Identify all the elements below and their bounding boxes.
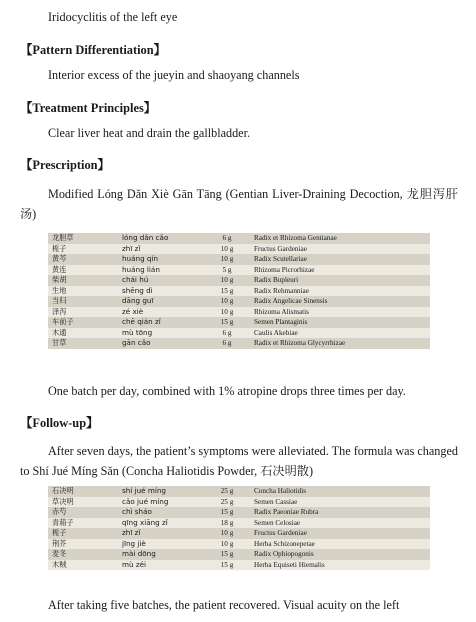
herb-latin-name: Radix Scutellariae bbox=[250, 254, 430, 265]
herb-latin-name: Fructus Gardeniae bbox=[250, 528, 430, 539]
dosage-note: One batch per day, combined with 1% atropine drops three times per day. bbox=[48, 384, 406, 398]
table-row bbox=[48, 486, 430, 497]
table-row bbox=[48, 338, 430, 349]
table-row bbox=[48, 296, 430, 307]
table-row bbox=[48, 560, 430, 571]
herb-pinyin: mài dōng bbox=[118, 549, 204, 560]
herb-dose: 6 g bbox=[204, 328, 250, 339]
herb-dose: 10 g bbox=[204, 296, 250, 307]
herb-pinyin: jīng jiè bbox=[118, 539, 204, 550]
herb-pinyin: chì sháo bbox=[118, 507, 204, 518]
herb-latin-name: Rhizoma Alismatis bbox=[250, 307, 430, 318]
herb-dose: 10 g bbox=[204, 539, 250, 550]
herb-pinyin: zhī zǐ bbox=[118, 528, 204, 539]
prescription-text: Modified Lóng Dǎn Xiè Gān Tāng (Gentian Liver-Draining Decoction, 龙胆泻肝汤) bbox=[20, 187, 458, 221]
closing-text: After taking five batches, the patient recovered. Visual acuity on the left bbox=[48, 598, 400, 612]
herb-pinyin: chē qián zǐ bbox=[118, 317, 204, 328]
herb-pinyin: chái hú bbox=[118, 275, 204, 286]
followup-heading: 【Follow-up】 bbox=[20, 416, 99, 430]
herb-chinese-name: 青葙子 bbox=[48, 518, 118, 529]
herb-chinese-name: 黄芩 bbox=[48, 254, 118, 265]
herb-dose: 15 g bbox=[204, 286, 250, 297]
herb-dose: 15 g bbox=[204, 317, 250, 328]
herb-dose: 6 g bbox=[204, 233, 250, 244]
herb-latin-name: Semen Cassiae bbox=[250, 497, 430, 508]
herb-chinese-name: 当归 bbox=[48, 296, 118, 307]
herb-pinyin: dāng guī bbox=[118, 296, 204, 307]
herb-chinese-name: 木通 bbox=[48, 328, 118, 339]
herb-dose: 10 g bbox=[204, 244, 250, 255]
table-row bbox=[48, 518, 430, 529]
herb-chinese-name: 荆芥 bbox=[48, 539, 118, 550]
herb-latin-name: Herba Schizonepetae bbox=[250, 539, 430, 550]
herb-pinyin: cǎo jué míng bbox=[118, 497, 204, 508]
herb-dose: 10 g bbox=[204, 307, 250, 318]
herb-pinyin: shēng dì bbox=[118, 286, 204, 297]
table-row bbox=[48, 265, 430, 276]
herb-dose: 25 g bbox=[204, 497, 250, 508]
herb-latin-name: Concha Haliotidis bbox=[250, 486, 430, 497]
herb-latin-name: Radix Paeoniae Rubra bbox=[250, 507, 430, 518]
diagnosis-text: Iridocyclitis of the left eye bbox=[48, 10, 178, 24]
herb-dose: 10 g bbox=[204, 254, 250, 265]
herb-latin-name: Semen Plantaginis bbox=[250, 317, 430, 328]
table-row bbox=[48, 528, 430, 539]
herb-latin-name: Caulis Akebiae bbox=[250, 328, 430, 339]
herb-dose: 5 g bbox=[204, 265, 250, 276]
prescription-heading: 【Prescription】 bbox=[20, 158, 110, 172]
herb-chinese-name: 柴胡 bbox=[48, 275, 118, 286]
table-row bbox=[48, 328, 430, 339]
herb-chinese-name: 黄连 bbox=[48, 265, 118, 276]
herb-pinyin: qīng xiāng zǐ bbox=[118, 518, 204, 529]
herb-latin-name: Radix Bupleuri bbox=[250, 275, 430, 286]
herb-pinyin: lóng dǎn cǎo bbox=[118, 233, 204, 244]
herb-chinese-name: 石决明 bbox=[48, 486, 118, 497]
herb-latin-name: Radix Angelicae Sinensis bbox=[250, 296, 430, 307]
herb-pinyin: mù zéi bbox=[118, 560, 204, 571]
herb-pinyin: mù tōng bbox=[118, 328, 204, 339]
herb-dose: 15 g bbox=[204, 560, 250, 571]
herb-pinyin: zhī zǐ bbox=[118, 244, 204, 255]
herb-dose: 10 g bbox=[204, 275, 250, 286]
herb-pinyin: huáng qín bbox=[118, 254, 204, 265]
table-row bbox=[48, 233, 430, 244]
herb-chinese-name: 木贼 bbox=[48, 560, 118, 571]
herb-dose: 10 g bbox=[204, 528, 250, 539]
treatment-text: Clear liver heat and drain the gallbladder. bbox=[48, 126, 251, 140]
herb-pinyin: shí jué míng bbox=[118, 486, 204, 497]
herb-latin-name: Fructus Gardeniae bbox=[250, 244, 430, 255]
table-row bbox=[48, 317, 430, 328]
table-row bbox=[48, 307, 430, 318]
table-row bbox=[48, 497, 430, 508]
prescription-table bbox=[48, 233, 430, 349]
followup-table bbox=[48, 486, 430, 570]
table-row bbox=[48, 254, 430, 265]
herb-latin-name: Radix Rehmanniae bbox=[250, 286, 430, 297]
herb-chinese-name: 泽泻 bbox=[48, 307, 118, 318]
treatment-heading: 【Treatment Principles】 bbox=[20, 101, 157, 115]
herb-chinese-name: 麦冬 bbox=[48, 549, 118, 560]
herb-chinese-name: 栀子 bbox=[48, 528, 118, 539]
table-row bbox=[48, 275, 430, 286]
herb-latin-name: Radix et Rhizoma Gentianae bbox=[250, 233, 430, 244]
herb-chinese-name: 甘草 bbox=[48, 338, 118, 349]
herb-chinese-name: 龙胆草 bbox=[48, 233, 118, 244]
herb-dose: 15 g bbox=[204, 549, 250, 560]
herb-latin-name: Semen Celosiae bbox=[250, 518, 430, 529]
herb-pinyin: huáng lián bbox=[118, 265, 204, 276]
pattern-heading: 【Pattern Differentiation】 bbox=[20, 43, 167, 57]
herb-latin-name: Rhizoma Picrorhizae bbox=[250, 265, 430, 276]
herb-pinyin: gān cǎo bbox=[118, 338, 204, 349]
herb-latin-name: Herba Equiseti Hiemalis bbox=[250, 560, 430, 571]
table-row bbox=[48, 507, 430, 518]
followup-text: After seven days, the patient’s symptoms were alleviated. The formula was changed to Shí Jué Míng Sǎn (Concha Haliotidis Powder, 石决明散) bbox=[20, 444, 458, 478]
herb-dose: 25 g bbox=[204, 486, 250, 497]
pattern-text: Interior excess of the jueyin and shaoyang channels bbox=[48, 68, 300, 82]
table-row bbox=[48, 286, 430, 297]
herb-chinese-name: 赤芍 bbox=[48, 507, 118, 518]
herb-dose: 18 g bbox=[204, 518, 250, 529]
herb-chinese-name: 生地 bbox=[48, 286, 118, 297]
herb-dose: 6 g bbox=[204, 338, 250, 349]
herb-dose: 15 g bbox=[204, 507, 250, 518]
herb-pinyin: zé xiè bbox=[118, 307, 204, 318]
herb-chinese-name: 栀子 bbox=[48, 244, 118, 255]
table-row bbox=[48, 549, 430, 560]
table-row bbox=[48, 539, 430, 550]
table-row bbox=[48, 244, 430, 255]
herb-latin-name: Radix Ophiopogonis bbox=[250, 549, 430, 560]
herb-chinese-name: 草决明 bbox=[48, 497, 118, 508]
herb-latin-name: Radix et Rhizoma Glycyrrhizae bbox=[250, 338, 430, 349]
herb-chinese-name: 车前子 bbox=[48, 317, 118, 328]
